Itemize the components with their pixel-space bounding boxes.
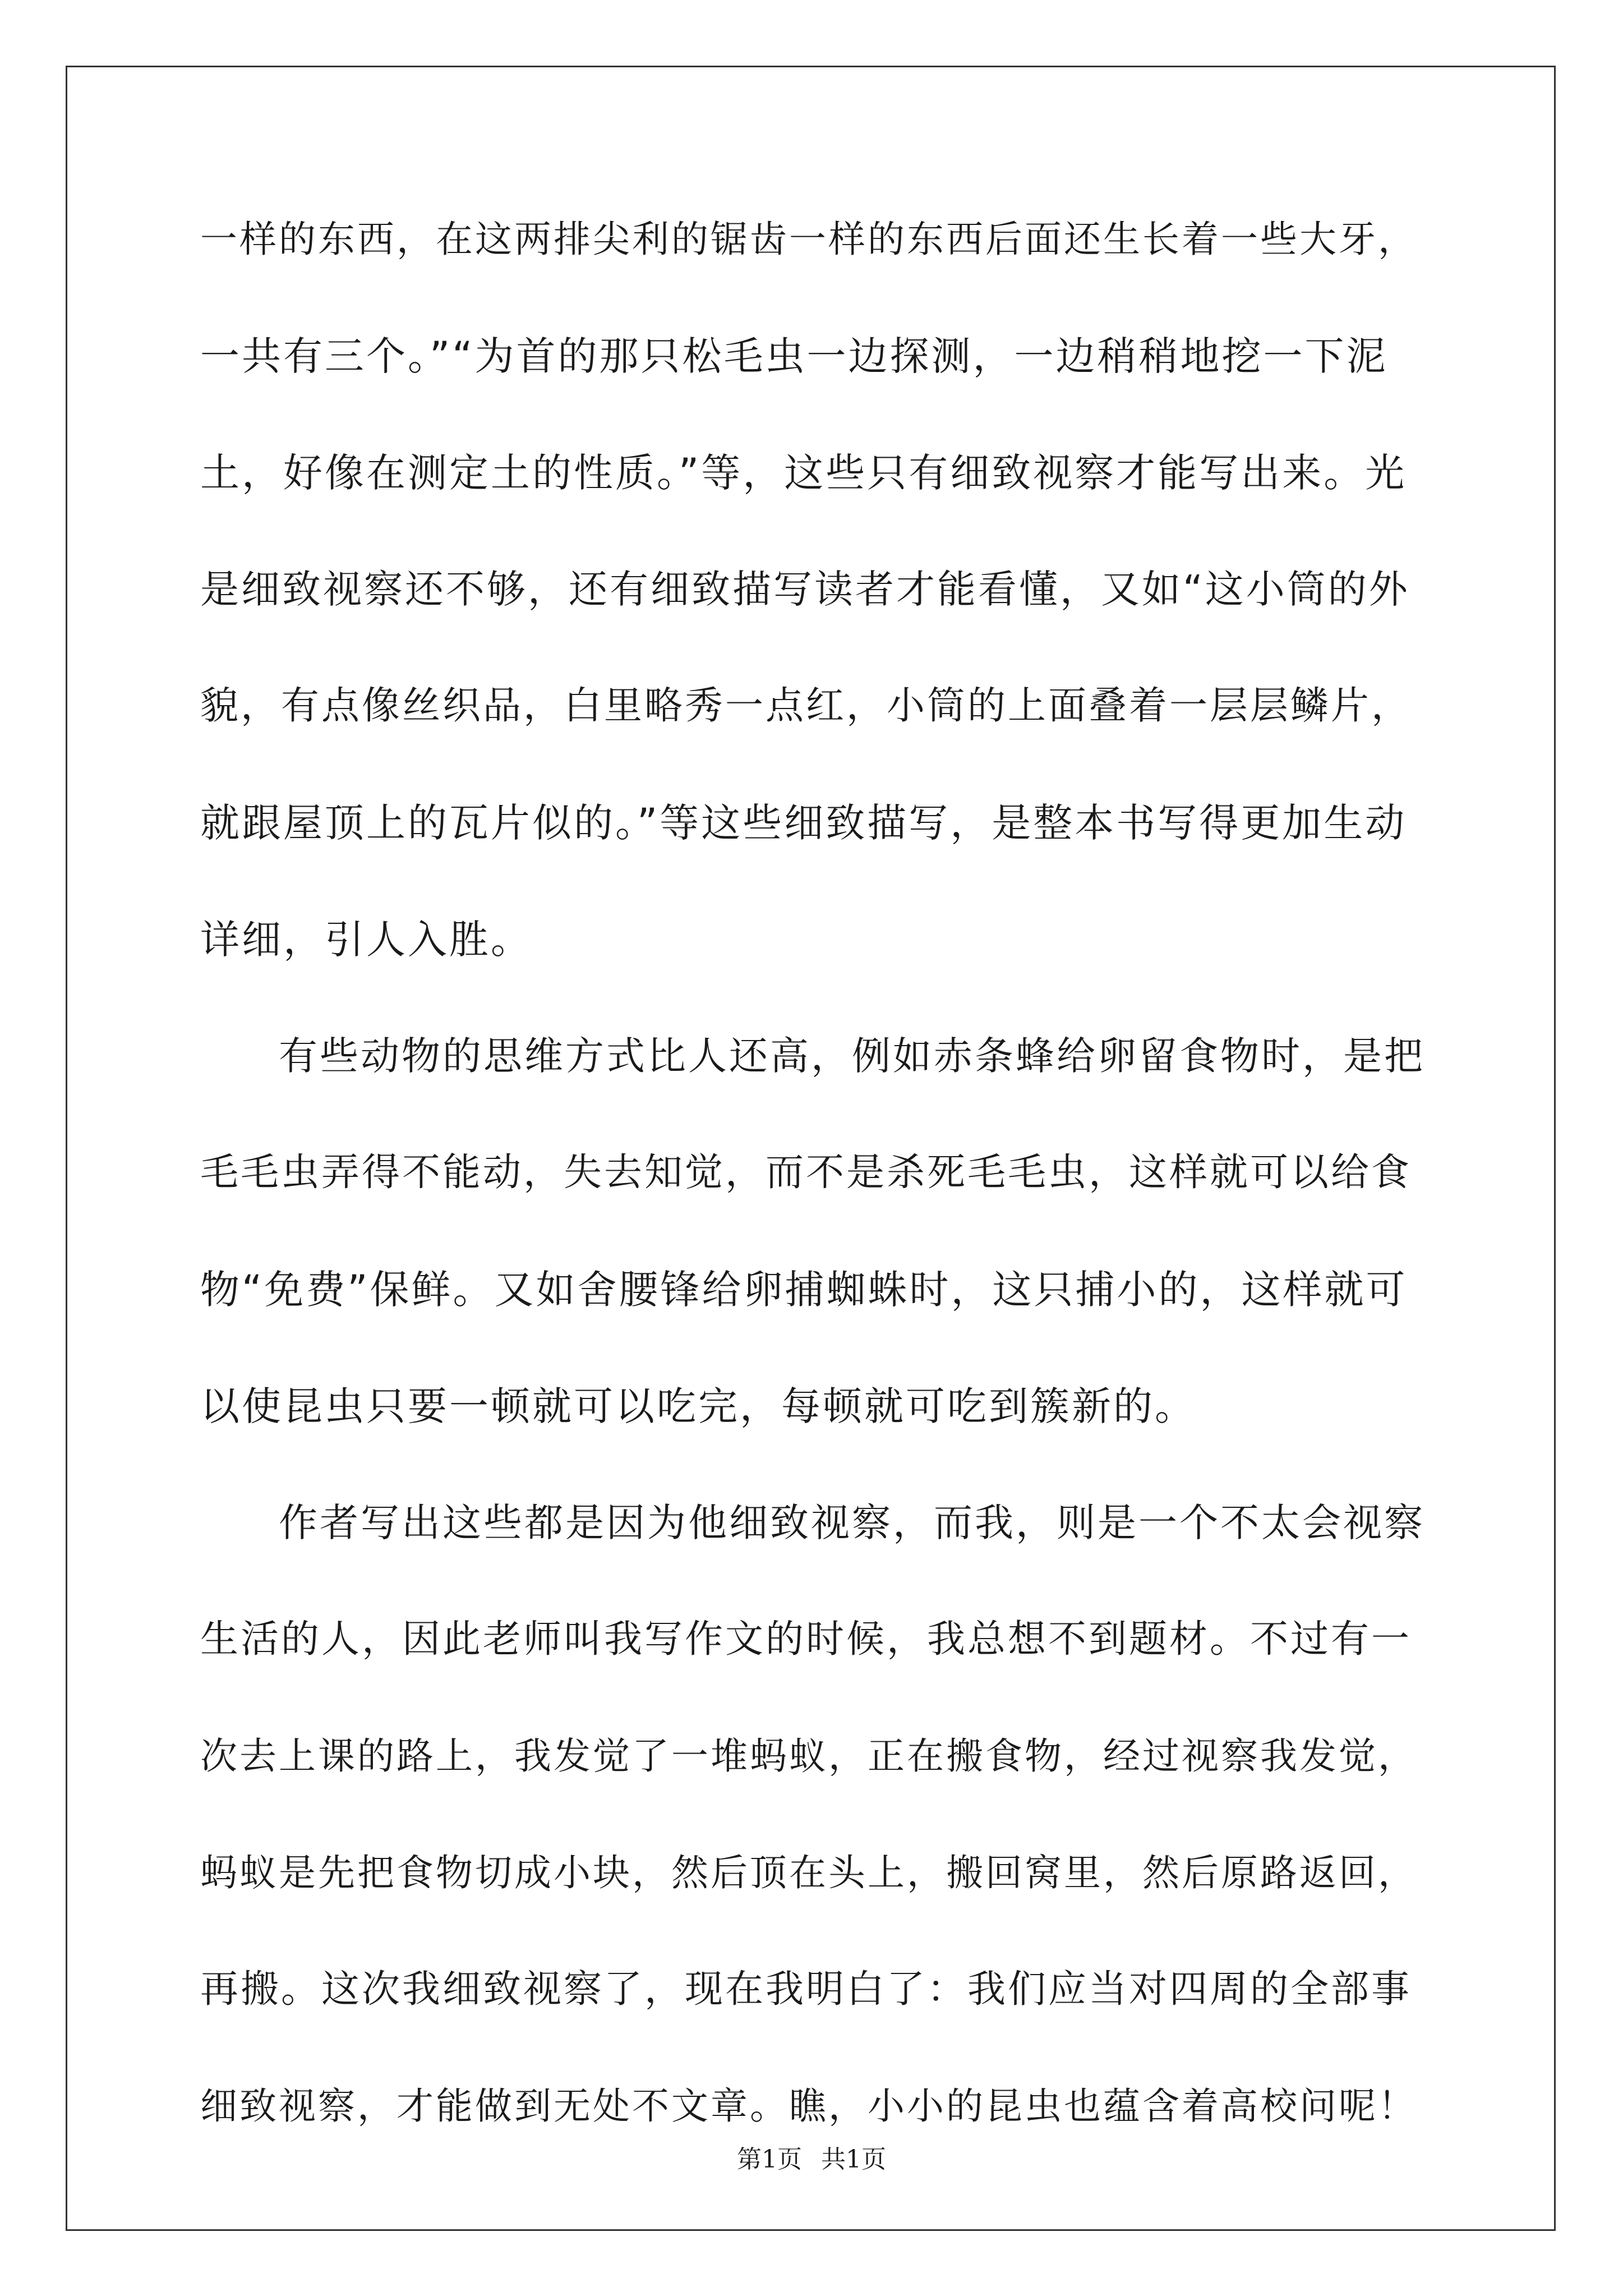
text-line: 是细致视察还不够，还有细致描写读者才能看懂，又如“这小筒的外: [200, 567, 1410, 612]
text-line: 土，好像在测定土的性质。”等，这些只有细致视察才能写出来。光: [200, 450, 1407, 496]
text-line: 再搬。这次我细致视察了，现在我明白了：我们应当对四周的全部事: [200, 1967, 1412, 2012]
paragraph-first-line: 作者写出这些都是因为他细致视察，而我，则是一个不太会视察: [279, 1501, 1425, 1545]
text-line: 一样的东西，在这两排尖利的锯齿一样的东西后面还生长着一些大牙，: [200, 218, 1417, 261]
text-line: 物“免费”保鲜。又如舍腰锋给卵捕蜘蛛时，这只捕小的，这样就可: [200, 1267, 1408, 1313]
paragraph-first-line: 有些动物的思维方式比人还高，例如赤条蜂给卵留食物时，是把: [279, 1034, 1425, 1079]
text-line: 次去上课的路上，我发觉了一堆蚂蚁，正在搬食物，经过视察我发觉，: [200, 1734, 1417, 1778]
page-total: 共1页: [821, 2145, 886, 2174]
text-line: 一共有三个。”“为首的那只松毛虫一边探测，一边稍稍地挖一下泥: [200, 333, 1388, 379]
page-footer: [0, 2143, 1623, 2177]
text-line: 就跟屋顶上的瓦片似的。”等这些细致描写，是整本书写得更加生动: [200, 800, 1407, 846]
text-line: 细致视察，才能做到无处不文章。瞧，小小的昆虫也蕴含着高校问呢！: [200, 2085, 1417, 2128]
text-line: 以使昆虫只要一顿就可以吃完，每顿就可吃到簇新的。: [200, 1383, 1196, 1429]
text-line: 详细，引人入胜。: [200, 917, 532, 963]
page-number: 第1页: [737, 2145, 802, 2174]
text-line: 毛毛虫弄得不能动，失去知觉，而不是杀死毛毛虫，这样就可以给食: [200, 1151, 1412, 1195]
text-line: 生活的人，因此老师叫我写作文的时候，我总想不到题材。不过有一: [200, 1617, 1412, 1662]
text-line: 貌，有点像丝织品，白里略秀一点红，小筒的上面叠着一层层鳞片，: [200, 684, 1412, 728]
text-line: 蚂蚁是先把食物切成小块，然后顶在头上，搬回窝里，然后原路返回，: [200, 1851, 1417, 1894]
